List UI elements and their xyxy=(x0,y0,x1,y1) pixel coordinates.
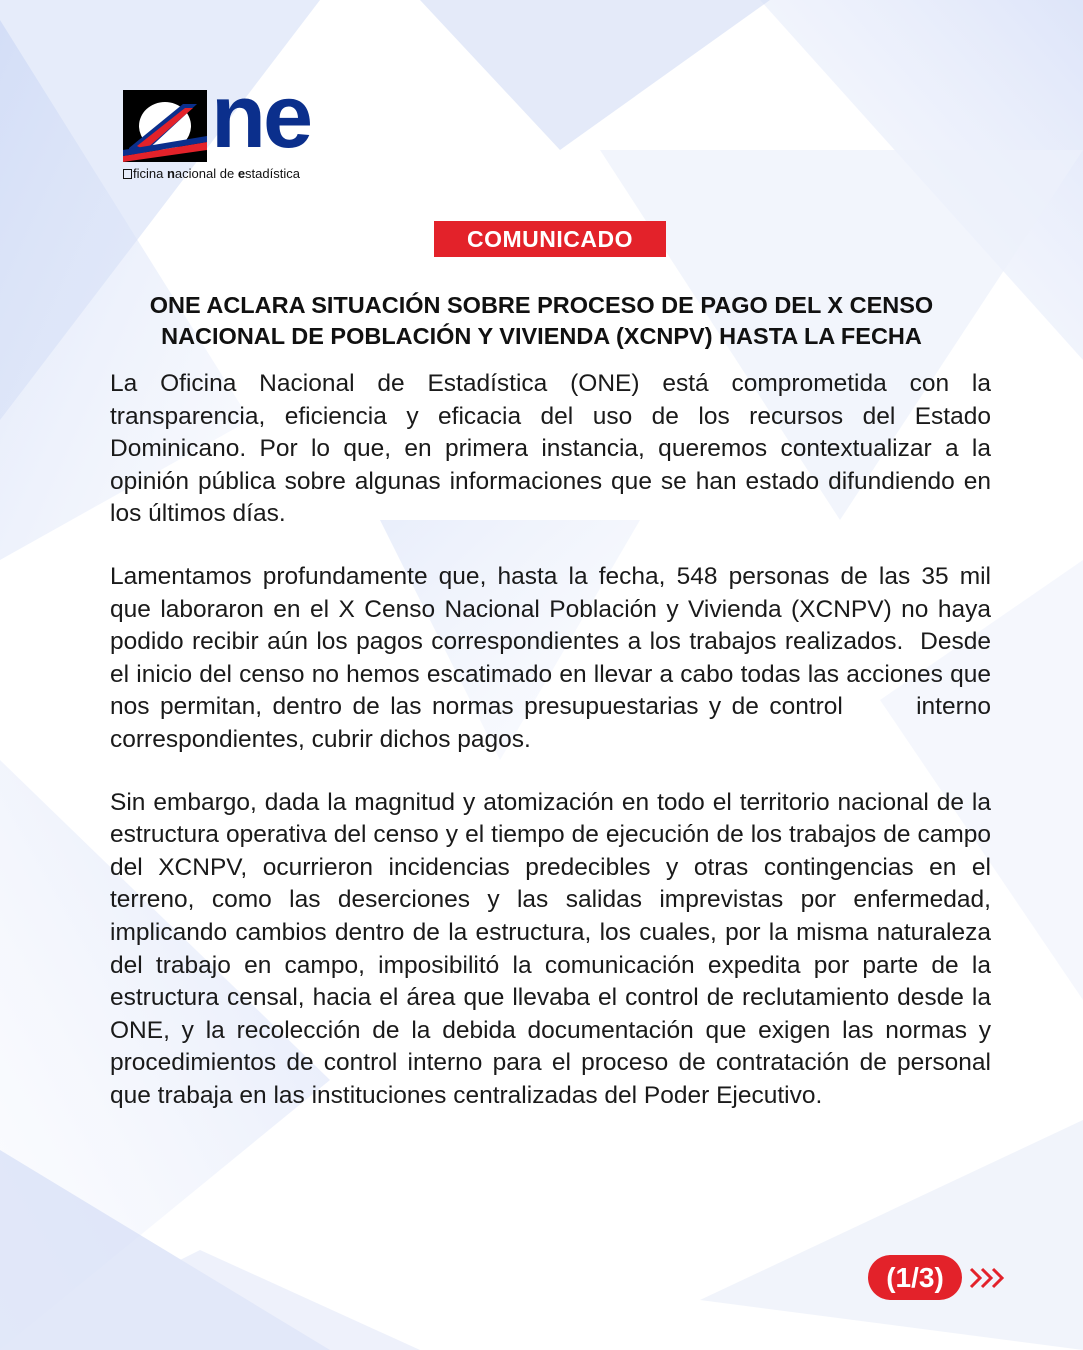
triple-chevron-right-icon[interactable] xyxy=(968,1263,1008,1293)
body-text xyxy=(110,368,998,1142)
page-number-pill: (1/3) xyxy=(868,1255,962,1300)
page-indicator xyxy=(868,1255,1008,1300)
comunicado-badge: COMUNICADO xyxy=(434,221,666,257)
one-logo-emblem xyxy=(123,90,207,162)
paragraph-1: La Oficina Nacional de Estadística (ONE) está comprometida con la transparencia, eficiencia y eficacia del uso de los recursos del Estado Dominicano. Por lo que, en primera instancia, queremos contextualizar a la opinión pública sobre algunas informaciones que se han estado difundiendo en los últimos días. xyxy=(110,370,998,528)
mini-o-icon xyxy=(123,169,132,179)
paragraph-2: Lamentamos profundamente que, hasta la fecha, 548 personas de las 35 mil que laboraron en el X Censo Nacional Población y Vivienda (XCNPV) no haya podido recibir aún los pagos correspondientes a los trabajos realizados. Desde el inicio del censo no hemos escatimado en llevar a cabo todas las acciones que nos permitan, dentro de las normas presupuestarias y de control interno correspondientes, cubrir dichos pagos. xyxy=(110,562,998,753)
one-logo-wordmark: ne xyxy=(211,67,311,167)
headline: ONE ACLARA SITUACIÓN SOBRE PROCESO DE PAGO DEL X CENSO NACIONAL DE POBLACIÓN Y VIVIENDA (XCNPV) HASTA LA FECHA xyxy=(149,292,934,349)
one-logo xyxy=(123,67,363,185)
paragraph-3: Sin embargo, dada la magnitud y atomización en todo el territorio nacional de la estructura operativa del censo y el tiempo de ejecución de los trabajos de campo del XCNPV, ocurrieron incidencias predecibles y otras contingencias en el terreno, como las deserciones y las salidas imprevistas por enfermedad, implicando cambios dentro de la estructura, los cuales, por la misma naturaleza del trabajo en campo, imposibilitó la comunicación expedita por parte de la estructura censal, hacia el área que llevaba el control de reclutamiento desde la ONE, y la recolección de la debida documentación que exigen las normas y procedimientos de control interno para el proceso de contratación de personal que trabaja en las instituciones centralizadas del Poder Ejecutivo. xyxy=(110,788,998,1109)
one-logo-subtitle: ficina nacional de estadística xyxy=(123,166,300,181)
